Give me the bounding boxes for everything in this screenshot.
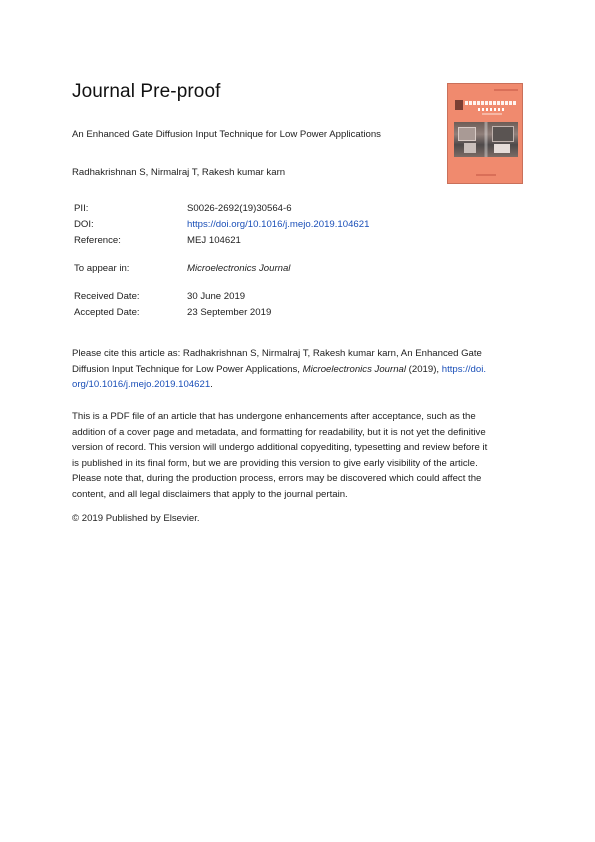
- cover-masthead-sub: [478, 108, 506, 111]
- page-heading: Journal Pre-proof: [72, 81, 221, 102]
- citation-journal: Microelectronics Journal: [302, 363, 407, 375]
- journal-cover-image: [447, 83, 523, 184]
- publisher-logo: [455, 100, 463, 110]
- cover-decoration-bottom: [476, 174, 496, 176]
- citation-line: Please cite this article as: Radhakrishnan S, Nirmalraj T, Rakesh kumar karn, An Enhanced Gate: [72, 348, 482, 359]
- notice-line: version of record. This version will undergo additional copyediting, typesetting and review before it: [72, 442, 488, 453]
- accepted-date: 23 September 2019: [187, 307, 272, 318]
- received-date: 30 June 2019: [187, 291, 246, 302]
- appear-label: To appear in:: [74, 263, 130, 274]
- doi-label: DOI:: [74, 219, 94, 230]
- notice-line: Please note that, during the production process, errors may be discovered which could affect the: [72, 473, 482, 484]
- reference-value: MEJ 104621: [187, 235, 241, 246]
- accepted-label: Accepted Date:: [74, 307, 140, 318]
- cover-masthead: [465, 101, 517, 105]
- citation-line: [72, 362, 524, 378]
- reference-label: Reference:: [74, 235, 121, 246]
- cover-decoration: [494, 89, 518, 91]
- notice-line: This is a PDF file of an article that has undergone enhancements after acceptance, such as the: [72, 411, 476, 422]
- notice-line: is published in its final form, but we are providing this version to give early visibility of the article.: [72, 457, 478, 469]
- copyright-notice: © 2019 Published by Elsevier.: [72, 513, 200, 524]
- journal-name: Microelectronics Journal: [187, 263, 291, 274]
- citation-end: .: [210, 379, 213, 390]
- doi-link[interactable]: https://doi.org/10.1016/j.mejo.2019.104621: [187, 219, 370, 230]
- received-label: Received Date:: [74, 291, 140, 302]
- article-title: An Enhanced Gate Diffusion Input Technique for Low Power Applications: [72, 129, 381, 140]
- citation-year: (2019),: [406, 363, 442, 375]
- citation-doi-link-cont[interactable]: org/10.1016/j.mejo.2019.104621: [72, 379, 211, 390]
- citation-text: Diffusion Input Technique for Low Power Applications,: [72, 363, 303, 375]
- citation-paragraph: [72, 346, 524, 393]
- notice-line: content, and all legal disclaimers that apply to the journal pertain.: [72, 488, 348, 500]
- citation-doi-link[interactable]: https://doi.: [441, 363, 487, 375]
- notice-paragraph: [72, 409, 524, 502]
- citation-line: [72, 377, 524, 393]
- pii-label: PII:: [74, 203, 89, 214]
- notice-line: addition of a cover page and metadata, and formatting for readability, but it is not yet the definitive: [72, 426, 486, 438]
- cover-masthead-line: [482, 113, 502, 115]
- cover-artwork: [454, 122, 518, 157]
- pii-value: S0026-2692(19)30564-6: [187, 203, 292, 214]
- article-authors: Radhakrishnan S, Nirmalraj T, Rakesh kumar karn: [72, 167, 286, 178]
